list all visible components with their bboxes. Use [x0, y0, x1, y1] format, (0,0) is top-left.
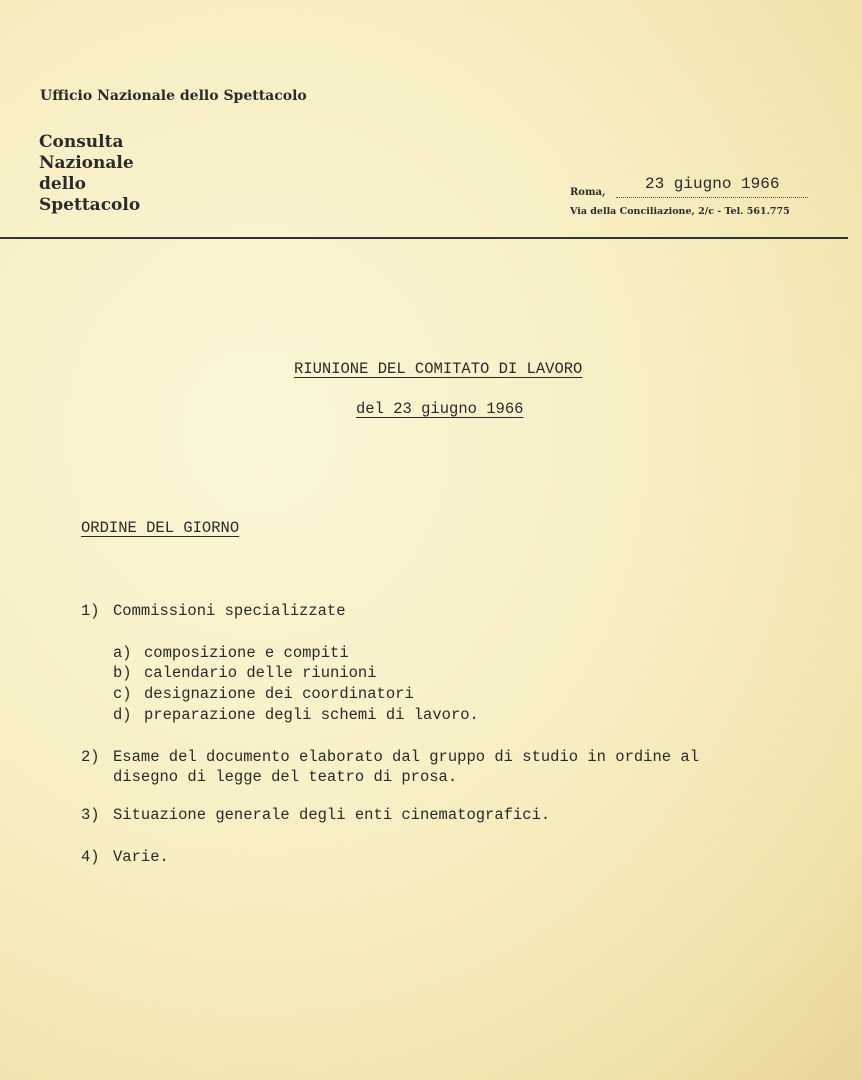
- subitem-text: preparazione degli schemi di lavoro.: [144, 706, 479, 724]
- subitem-label: c): [113, 685, 132, 703]
- subitem-label: a): [113, 644, 132, 662]
- document-title: RIUNIONE DEL COMITATO DI LAVORO: [294, 360, 583, 378]
- office-name: Ufficio Nazionale dello Spettacolo: [40, 88, 307, 104]
- agenda-item-text-continued: disegno di legge del teatro di prosa.: [113, 768, 458, 786]
- org-line: Consulta: [39, 132, 124, 152]
- agenda-item-text: Situazione generale degli enti cinematografici.: [113, 806, 551, 824]
- org-line: dello: [39, 174, 86, 194]
- agenda-item-number: 3): [81, 806, 100, 824]
- agenda-heading: ORDINE DEL GIORNO: [81, 519, 240, 537]
- address: Via della Conciliazione, 2/c - Tel. 561.775: [570, 206, 790, 217]
- agenda-item-number: 1): [81, 602, 100, 620]
- subitem-text: composizione e compiti: [144, 644, 349, 662]
- date-line: [616, 197, 808, 198]
- agenda-item-text: Commissioni specializzate: [113, 602, 346, 620]
- org-line: Nazionale: [39, 153, 134, 173]
- place-label: Roma,: [570, 187, 606, 198]
- subitem-text: calendario delle riunioni: [144, 664, 377, 682]
- subitem-label: b): [113, 664, 132, 682]
- agenda-item-number: 4): [81, 848, 100, 866]
- agenda-item-number: 2): [81, 748, 100, 766]
- subitem-text: designazione dei coordinatori: [144, 685, 414, 703]
- agenda-item-text: Esame del documento elaborato dal gruppo di studio in ordine al: [113, 748, 699, 766]
- subitem-label: d): [113, 706, 132, 724]
- letter-date: 23 giugno 1966: [645, 175, 780, 193]
- org-line: Spettacolo: [39, 195, 141, 215]
- organization-name: [39, 132, 140, 216]
- document-subtitle: del 23 giugno 1966: [356, 400, 524, 418]
- header-divider: [0, 237, 848, 239]
- agenda-item-text: Varie.: [113, 848, 169, 866]
